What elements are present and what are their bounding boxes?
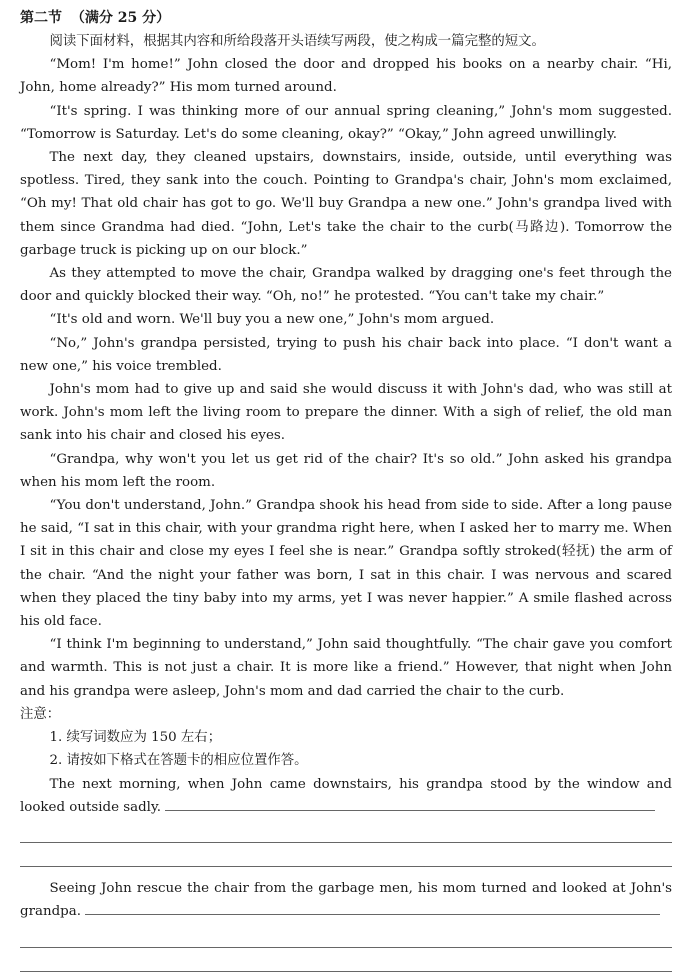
note-item: 1. 续写词数应为 150 左右； xyxy=(49,730,222,746)
notes-title: 注意： xyxy=(20,706,61,722)
story-paragraph: “It's spring. I was thinking more of our annual spring cleaning,” John's mom suggested. “Tomorrow is Saturday. Let's do some cleaning, okay?” “Okay,” John agreed unwillingly. xyxy=(20,103,672,142)
section-score: （满分 25 分） xyxy=(70,10,171,26)
section-header xyxy=(20,6,672,30)
answer-line[interactable] xyxy=(20,843,672,867)
story-paragraph: The next day, they cleaned upstairs, downstairs, inside, outside, until everything was spotless. Tired, they sank into the couch. Pointing to Grandpa's chair, John's mom exclaimed, “Oh my! That old chair has got to go. We'll buy Grandpa a new one.” John's grandpa lived with them since Grandma had died. “John, Let's take the chair to the curb(马路边). Tomorrow the garbage truck is picking up on our block.” xyxy=(20,150,672,258)
story-paragraph: “No,” John's grandpa persisted, trying to push his chair back into place. “I don't want a new one,” his voice trembled. xyxy=(20,335,672,374)
story-paragraph: “You don't understand, John.” Grandpa shook his head from side to side. After a long pause he said, “I sat in this chair, with your grandma right here, when I asked her to marry me. When I sit in this chair and close my eyes I feel she is near.” Grandpa softly stroked(轻抚) the arm of the chair. “And the night your father was born, I sat in this chair. I was nervous and scared when they placed the tiny baby into my arms, yet I was never happier.” A smile flashed across his old face. xyxy=(20,498,672,630)
answer-line[interactable] xyxy=(165,796,655,811)
story-paragraph: “Mom! I'm home!” John closed the door and dropped his books on a nearby chair. “Hi, John, home already?” His mom turned around. xyxy=(20,57,672,96)
story-paragraph: “It's old and worn. We'll buy you a new one,” John's mom argued. xyxy=(49,312,495,328)
story-paragraph: “I think I'm beginning to understand,” John said thoughtfully. “The chair gave you comfort and warmth. This is not just a chair. It is more like a friend.” However, that night when John and his grandpa were asleep, John's mom and dad carried the chair to the curb. xyxy=(20,637,672,699)
answer-line[interactable] xyxy=(20,948,672,972)
prompt-text: The next morning, when John came downstairs, his grandpa stood by the window and looked outside sadly. xyxy=(20,776,672,815)
answer-line[interactable] xyxy=(85,900,660,915)
answer-line[interactable] xyxy=(20,819,672,843)
section-title: 第二节 xyxy=(20,10,62,26)
story-paragraph: John's mom had to give up and said she would discuss it with John's dad, who was still at work. John's mom left the living room to prepare the dinner. With a sigh of relief, the old man sank into his chair and closed his eyes. xyxy=(20,382,672,444)
note-item: 2. 请按如下格式在答题卡的相应位置作答。 xyxy=(49,753,308,769)
continuation-prompt-1 xyxy=(20,773,672,819)
continuation-prompt-2 xyxy=(20,877,672,923)
instruction: 阅读下面材料，根据其内容和所给段落开头语续写两段，使之构成一篇完整的短文。 xyxy=(49,34,545,49)
prompt-text: Seeing John rescue the chair from the garbage men, his mom turned and looked at John's grandpa. xyxy=(20,881,672,920)
story-paragraph: As they attempted to move the chair, Grandpa walked by dragging one's feet through the door and quickly blocked their way. “Oh, no!” he protested. “You can't take my chair.” xyxy=(20,266,672,305)
story-paragraph: “Grandpa, why won't you let us get rid of the chair? It's so old.” John asked his grandpa when his mom left the room. xyxy=(20,451,672,490)
answer-line[interactable] xyxy=(20,924,672,948)
